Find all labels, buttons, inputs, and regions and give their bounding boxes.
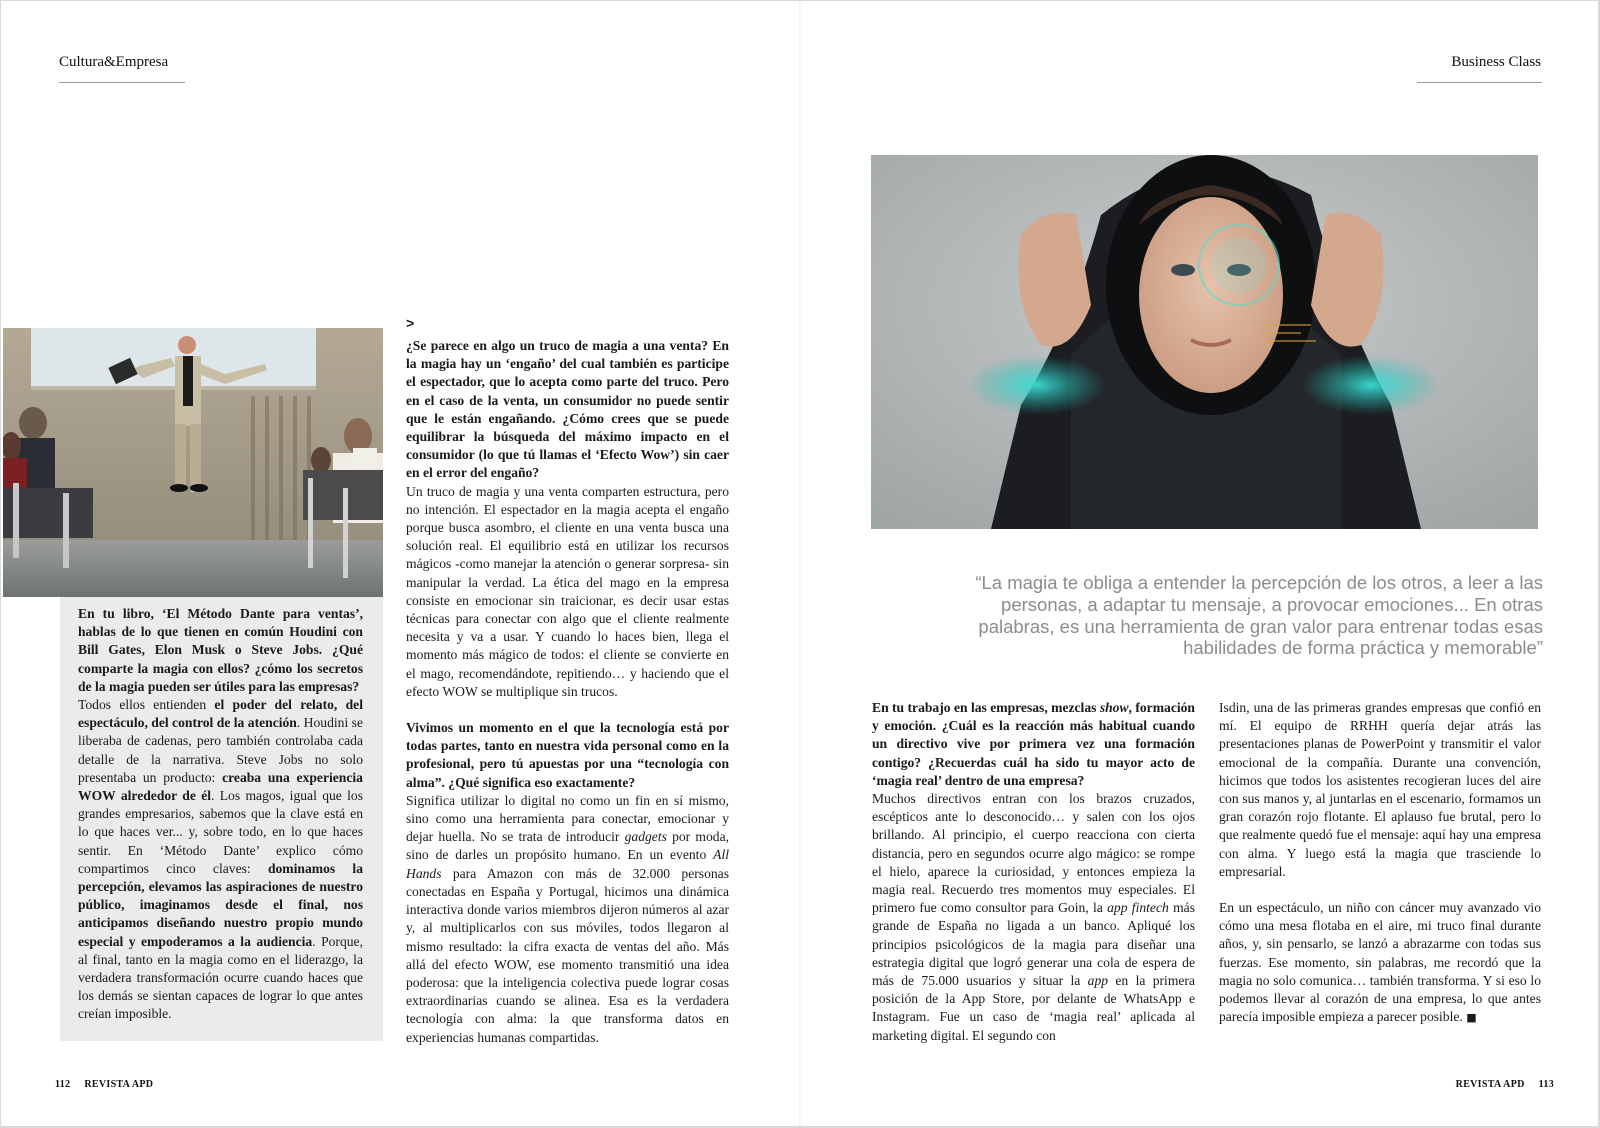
article-column-4 — [1219, 699, 1541, 1027]
continuation-marker: > — [406, 315, 415, 331]
section-label-right: Business Class — [1451, 54, 1541, 70]
answer-2-part: por moda, sino de darles un propósito humano. En un evento — [406, 829, 729, 863]
magazine-name-left: REVISTA APD — [84, 1079, 154, 1090]
article-column-3 — [872, 699, 1195, 1045]
sidebar-answer-part: Todos ellos entienden — [78, 697, 215, 713]
page-number-right: 113 — [1538, 1079, 1554, 1090]
question-3 — [872, 699, 1195, 790]
magazine-name-right: REVISTA APD — [1455, 1079, 1525, 1090]
sidebar-answer-part: . Los magos, igual que los grandes empresarios, sabemos que la clave está en lo que haces ver... y, sobre todo, en lo que haces sentir. En ‘Método Dante’ explico cómo compartimos cinco claves: — [78, 788, 364, 876]
header-rule-left — [59, 82, 185, 83]
sidebar-answer-bold: el poder del relato, del espectáculo, del control de la atención — [78, 697, 363, 731]
answer-2 — [406, 792, 729, 1047]
answer-3 — [872, 790, 1195, 1045]
end-of-article-mark: ■ — [1466, 1011, 1477, 1025]
sidebar-answer-bold: creaba una experiencia WOW alrededor de él — [78, 769, 363, 804]
answer-3-part: Muchos directivos entran con los brazos cruzados, escépticos ante lo desconocido… y salen con los ojos brillando. Al principio, el cuerpo reacciona con cierta distancia, pero en segundos ocurre algo mágico: se rompe el hielo, aparece la curiosidad, y entonces empieza la magia real. Recuerdo tres momentos muy especiales. El primero fue como consultor para Goin, la — [872, 791, 1195, 916]
sidebar-answer-bold: dominamos la percepción, elevamos las aspiraciones de nuestro público, imaginamos desde el final, nos anticipamos diseñando nuestro propio mundo especial y empoderamos a la audiencia — [78, 860, 363, 949]
question-3-italic: show — [1099, 700, 1129, 715]
answer-2-italic: gadgets — [624, 829, 667, 845]
page-gutter — [799, 1, 801, 1126]
answer-3-italic: app fintech — [1107, 900, 1169, 916]
answer-2-part: Significa utilizar lo digital no como un fin en sí mismo, sino como una herramienta para conectar, emocionar y dejar huella. No se trata de introducir — [406, 792, 729, 845]
question-3-part: , formación y emoción. ¿Cuál es la reacción más habitual cuando un directivo vive por primera vez una formación contigo? ¿Recuerdas cuál ha sido tu mayor acto de ‘magia real’ dentro de una empresa? — [872, 700, 1195, 788]
answer-3-italic: app — [1087, 973, 1109, 989]
paragraph-final-text: En un espectáculo, un niño con cáncer muy avanzado vio cómo una mesa flotaba en el aire, mi truco final durante años, y, sin pensarlo, se lanzó a abrazarme con todas sus fuerzas. Ese momento, sin palabras, me recordó que la magia no solo comunica… también transforma. Y si eso lo podemos llevar al corazón de una empresa, lo que antes parecía imposible empieza a parecer posible. — [1219, 900, 1541, 1025]
paragraph-final — [1219, 899, 1541, 1027]
answer-2-part: para Amazon con más de 32.000 personas conectadas en España y Portugal, hicimos una dinámica interactiva donde varios miembros dijeron números al azar y, al multiplicarlos con sus móviles, todos llegaron al mismo resultado: la cifra exacta de ventas del año. Más allá del efecto WOW, ese momento transmitió una idea poderosa: que la inteligencia colectiva puede lograr cosas extraordinarias cuando se alinea. Esa es la verdadera tecnología con alma: la que transforma datos en experiencias humanas compartidas. — [406, 865, 729, 1045]
answer-3-part: en la primera posición de la App Store, por delante de WhatsApp e Instagram. Fue un caso de ‘magia real’ aplicada al marketing digital. El segundo con — [872, 973, 1195, 1043]
question-1: ¿Se parece en algo un truco de magia a una venta? En la magia hay un ‘engaño’ del cual también es participe el espectador, que lo acepta como parte del truco. Pero en el caso de la venta, un consumidor no puede sentir que le están engañando. ¿Cómo crees que se puede equilibrar la búsqueda del máximo impacto en el consumidor (lo que tú llamas el ‘Efecto Wow’) sin caer en el error del engaño? — [406, 338, 729, 481]
sidebar-answer-part: . Porque, al final, tanto en la magia como en el liderazgo, la verdadera transformación ocurre cuando haces que los demás se sientan capaces de lograr lo que antes creían imposible. — [78, 933, 363, 1022]
sidebar-box — [60, 597, 383, 1041]
question-3-part: En tu trabajo en las empresas, mezclas — [872, 700, 1100, 715]
sidebar-text — [60, 597, 383, 1024]
section-label-left: Cultura&Empresa — [59, 54, 169, 70]
speaker-photo — [3, 328, 383, 597]
header-rule-right — [1417, 82, 1542, 83]
question-2: Vivimos un momento en el que la tecnología está por todas partes, tanto en nuestra vida personal como en la profesional, pero tú apuestas por una “tecnología con alma”. ¿Qué significa eso exactamente? — [406, 720, 729, 790]
article-column-2 — [406, 337, 729, 1047]
sidebar-answer-part: . Houdini se liberaba de cadenas, pero también controlaba cada detalle de la narrativa. Steve Jobs no solo presentaba un producto: — [78, 715, 363, 785]
paragraph-isdin: Isdin, una de las primeras grandes empresas que confió en mí. El equipo de RRHH quería dejar atrás las presentaciones planas de PowerPoint y transmitir el valor emocional de la compañía. Durante una convención, hicimos que todos los asistentes recogieran luces del aire con sus manos y, al juntarlas en el escenario, formamos un gran corazón rojo flotante. El aplauso fue brutal, pero lo que realmente quedó fue el mensaje: aquí hay una empresa con alma. Y luego está la magia que trasciende lo empresarial. — [1219, 700, 1541, 879]
footer-left — [41, 1079, 153, 1090]
answer-1: Un truco de magia y una venta comparten estructura, pero no intención. El espectador en la magia acepta el engaño porque busca asombro, el cliente en una venta busca una solución real. El equilibrio está en utilizar los recursos mágicos -como manejar la atención o generar sorpresa- sin manipular la verdad. La ética del mago en la empresa consiste en emocionar sin traicionar, es decir usar estas técnicas para conectar con algo que el cliente realmente necesita y va a usar. Y cuando lo haces bien, llega el momento más mágico de todos: el cliente se convierte en el mago, recomendándote, repitiendo… y haciendo que el efecto WOW se multiplique sin trucos. — [406, 483, 729, 699]
page-number-left: 112 — [55, 1079, 71, 1090]
footer-right — [1456, 1079, 1554, 1090]
magazine-spread — [1, 1, 1598, 1126]
sidebar-question: En tu libro, ‘El Método Dante para ventas’, hablas de lo que tienen en común Houdini con Bill Gates, Elon Musk o Steve Jobs. ¿Qué comparte la magia con ellos? ¿cómo los secretos de la magia pueden ser útiles para las empresas? — [78, 606, 363, 694]
hooded-man-photo — [871, 155, 1538, 529]
sidebar-answer — [78, 696, 363, 1024]
answer-3-part: más grande de España no ligada a un banco. Apliqué los principios psicológicos de la magia para diseñar una estrategia digital que logró generar una cola de espera de más de 75.000 usuarios y situar la — [872, 900, 1195, 989]
answer-2-italic: All Hands — [406, 847, 729, 881]
pull-quote: “La magia te obliga a entender la percepción de los otros, a leer a las personas, a adaptar tu mensaje, a provocar emociones... En otras palabras, es una herramienta de gran valor para entrenar todas esas habilidades de forma práctica y memorable” — [975, 572, 1543, 659]
